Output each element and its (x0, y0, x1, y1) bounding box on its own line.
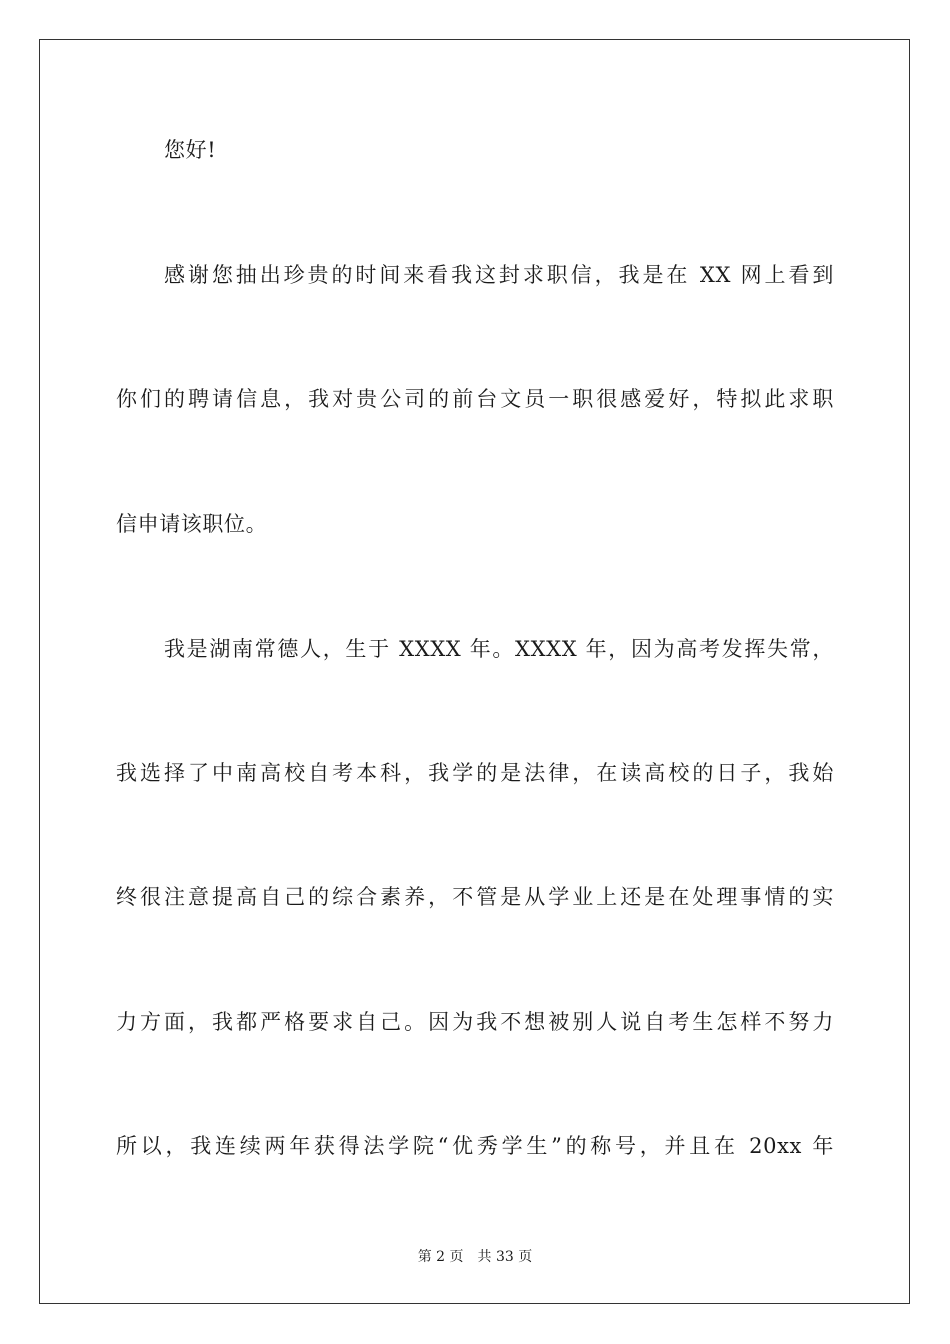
body-line-5: 我选择了中南高校自考本科，我学的是法律，在读高校的日子，我始 (116, 761, 834, 785)
body-line-2: 你们的聘请信息，我对贵公司的前台文员一职很感爱好，特拟此求职 (116, 387, 834, 411)
body-line-1: 感谢您抽出珍贵的时间来看我这封求职信，我是在 XX 网上看到 (164, 263, 834, 287)
page-border (39, 39, 910, 1304)
page-footer (0, 1247, 950, 1267)
body-line-8: 所以，我连续两年获得法学院“优秀学生”的称号，并且在 20xx 年 (116, 1134, 834, 1158)
body-line-6: 终很注意提高自己的综合素养，不管是从学业上还是在处理事情的实 (116, 885, 834, 909)
page-total: 共 33 页 (477, 1249, 533, 1265)
greeting-line: 您好! (164, 138, 217, 162)
body-line-4: 我是湖南常德人，生于 XXXX 年。XXXX 年，因为高考发挥失常， (164, 637, 834, 661)
body-line-7: 力方面，我都严格要求自己。因为我不想被别人说自考生怎样不努力 (116, 1010, 834, 1034)
page-number: 第 2 页 (417, 1249, 464, 1265)
body-line-3: 信申请该职位。 (116, 512, 268, 536)
